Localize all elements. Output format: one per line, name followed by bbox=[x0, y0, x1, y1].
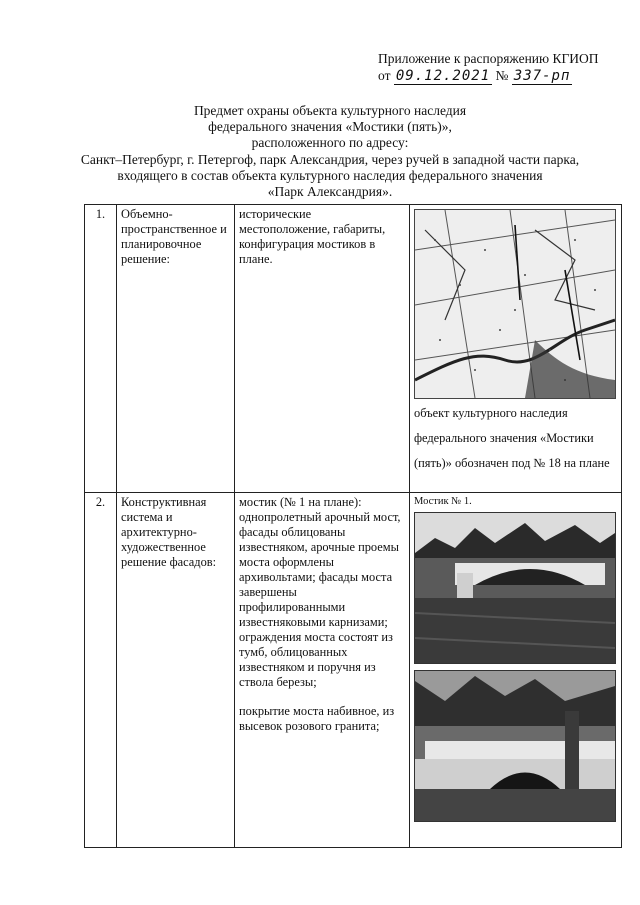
order-reference bbox=[378, 67, 618, 85]
photo-label: Мостик № 1. bbox=[414, 496, 472, 507]
row-description-extra: покрытие моста набивное, из высевок розового гранита; bbox=[239, 704, 395, 733]
site-plan-image bbox=[414, 209, 616, 399]
order-number: 337-рп bbox=[513, 68, 571, 84]
row-category: Объемно-пространственное и планировочное решение: bbox=[117, 205, 235, 493]
appendix-header bbox=[378, 50, 618, 85]
title-line: Предмет охраны объекта культурного наследия bbox=[193, 103, 467, 118]
title-line: расположенного по адресу: bbox=[251, 135, 409, 151]
number-sign: № bbox=[495, 68, 509, 83]
title-line: федерального значения «Мостики (пять)», bbox=[208, 119, 452, 135]
title-line: Санкт–Петербург, г. Петергоф, парк Александрия, через ручей в западной части парка, bbox=[80, 151, 580, 167]
bridge-photo-icon bbox=[414, 670, 616, 822]
photo-cell bbox=[410, 493, 622, 848]
row-description-cell bbox=[235, 493, 410, 848]
table-row bbox=[85, 205, 622, 493]
appendix-text: Приложение к распоряжению КГИОП bbox=[378, 51, 599, 66]
bridge-photo-icon bbox=[414, 512, 616, 664]
table-row bbox=[85, 493, 622, 848]
from-label: от bbox=[378, 68, 391, 83]
protection-table bbox=[84, 204, 622, 848]
map-cell bbox=[410, 205, 622, 493]
order-date: 09.12.2021 bbox=[395, 68, 491, 84]
row-number: 2. bbox=[85, 493, 117, 848]
row-description: исторические местоположение, габариты, конфигурация мостиков в плане. bbox=[235, 205, 410, 493]
row-category: Конструктивная система и архитектурно-художественное решение фасадов: bbox=[117, 493, 235, 848]
title-line: «Парк Александрия». bbox=[267, 184, 393, 200]
map-caption: объект культурного наследия федерального значения «Мостики (пять)» обозначен под № 18 на плане bbox=[414, 406, 610, 470]
row-number: 1. bbox=[85, 205, 117, 493]
row-description: мостик (№ 1 на плане): однопролетный арочный мост, фасады облицованы известняком, арочные проемы моста оформлены архивольтами; фасады моста завершены профилированными известняковыми карнизами; ограждения моста состоят из тумб, облицованных известняком и поручня из ствола березы; bbox=[239, 495, 401, 689]
title-line: входящего в состав объекта культурного наследия федерального значения bbox=[117, 167, 543, 183]
document-title bbox=[80, 103, 580, 200]
